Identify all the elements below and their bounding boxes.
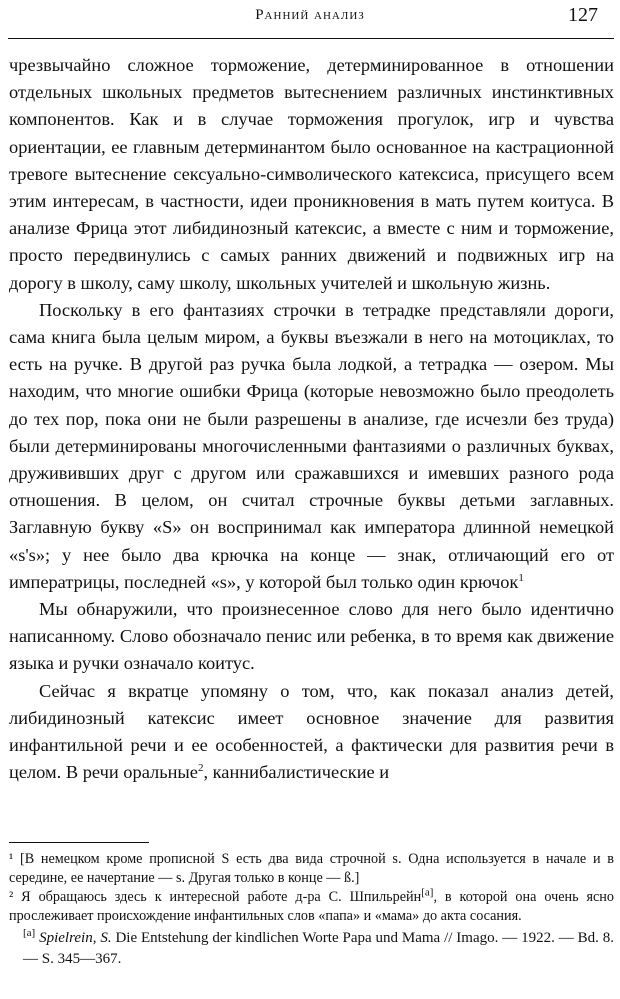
paragraph-2 (9, 297, 614, 596)
paragraph-4-text: Сейчас я вкратце упомяну о том, что, как показал анализ детей, либидинозный катексис имеет основное значение для развития инфантильной речи и ее особенностей, а фактически для развития речи в целом. В речи оральные (9, 680, 614, 783)
footnote-2 (9, 888, 614, 926)
running-head: Ранний анализ (255, 7, 365, 23)
main-text (9, 52, 614, 786)
footnote-2-text: ² Я обращаюсь здесь к интересной работе д-ра С. Шпильрейн (9, 889, 422, 905)
footnote-ref-1: 1 (518, 571, 524, 584)
paragraph-3: Мы обнаружили, что произнесенное слово для него было идентично написанному. Слово обозначало пенис или ребенка, в то время как движение языка и ручки означало коитус. (9, 599, 614, 674)
page-number: 127 (568, 4, 598, 26)
header-rule (8, 38, 614, 39)
reference-entry (9, 928, 614, 970)
footnote-1: ¹ [В немецком кроме прописной S есть два вида строчной s. Одна используется в начале и в середине, ее начертание — s. Другая только в конце — ß.] (9, 851, 614, 886)
paragraph-2-text: Поскольку в его фантазиях строчки в тетрадке представляли дороги, сама книга была целым миром, а буквы въезжали в него на мотоциклах, то есть на ручке. В другой раз ручка была лодкой, а тетрадка — озером. Мы находим, что многие ошибки Фрица (которые невозможно было преодолеть до тех пор, пока они не были разрешены в анализе, где исчезли без труда) были детерминированы многочисленными фантазиями о различных буквах, дружививших друг с другом или сражавшихся и имевших разного рода отношения. В целом, он считал строчные буквы детьми заглавных. Заглавную букву «S» он воспринимал как императора длинной немецкой «s's»; у нее было два крючка на конце — знак, отличающий его от императрицы, последней «s», у которой был только один крючок (9, 299, 614, 592)
footnote-2-tail: , в которой она очень ясно прослеживает происхождение инфантильных слов «папа» и «мама» до акта сосания. (9, 889, 614, 924)
reference-author: Spielrein, S. (39, 930, 112, 946)
reference-mark: [a] (23, 927, 36, 939)
paragraph-1: чрезвычайно сложное торможение, детерминированное в отношении отдельных школьных предметов вытеснением различных инстинктивных компонентов. Как и в случае торможения прогулок, игр и чувства ориентации, ее главным детерминантом было основанное на кастрационной тревоге вытеснение сексуально-символического катексиса, присущего всем этим интересам, в частности, идеи проникновения в мать путем коитуса. В анализе Фрица этот либидинозный катексис, а вместе с ним и торможение, просто передвинулись с самых ранних движений и подвижных игр на дорогу в школу, саму школу, школьных учителей и школьную жизнь. (9, 55, 614, 293)
footnote-2-ref-mark: [a] (421, 886, 434, 899)
page-header (0, 0, 620, 46)
footnote-ref-2: 2 (197, 762, 204, 775)
footnote-rule (9, 842, 149, 843)
reference-text: Die Entstehung der kindlichen Worte Papa und Mama // Imago. — 1922. — Bd. 8. — S. 345—367. (23, 930, 615, 967)
footnotes (9, 850, 614, 970)
paragraph-4 (9, 678, 614, 787)
paragraph-4-tail: , каннибалистические и (203, 762, 390, 783)
